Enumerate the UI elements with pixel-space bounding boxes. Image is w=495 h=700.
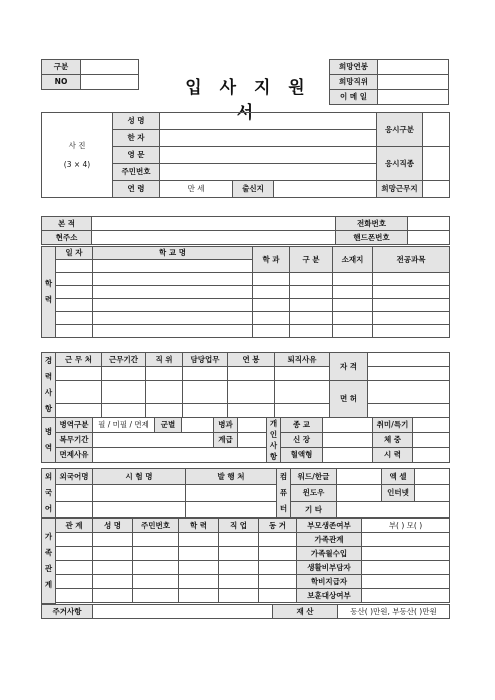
phone-field[interactable]	[408, 217, 450, 231]
edu-date-sub	[56, 260, 93, 273]
career-salary-header: 연 봉	[228, 353, 275, 367]
military-branch-label: 군별	[155, 418, 182, 433]
family-living-header: 동 거	[259, 519, 297, 533]
military-arm-field[interactable]	[238, 418, 267, 433]
career-cell[interactable]	[102, 367, 146, 381]
parents-alive-field[interactable]: 부( ) 모( )	[362, 519, 450, 533]
career-period-header: 근무기간	[102, 353, 146, 367]
family-cell[interactable]	[56, 575, 93, 589]
header-left-table	[41, 59, 139, 90]
residence-label: 주거사항	[42, 605, 93, 619]
desired-position-label: 희망직위	[330, 75, 378, 90]
veteran-label: 보훈대상여부	[297, 589, 362, 603]
english-name-field[interactable]	[160, 147, 377, 164]
photo-size: (3 × 4)	[63, 160, 91, 169]
edu-cell[interactable]	[253, 312, 290, 325]
language-cell[interactable]	[186, 485, 277, 501]
photo-box[interactable]	[42, 113, 113, 198]
military-side-label: 병 역	[42, 418, 56, 463]
birthplace-field[interactable]	[274, 181, 377, 198]
military-rank-label: 계급	[214, 433, 238, 448]
computer-side-label: 컴 퓨 터	[277, 469, 291, 518]
edu-cell[interactable]	[290, 325, 333, 338]
mobile-field[interactable]	[408, 231, 450, 245]
language-exam-header: 시 험 명	[93, 469, 186, 485]
edu-cell[interactable]	[93, 299, 253, 312]
career-cell[interactable]	[228, 381, 275, 404]
career-cell[interactable]	[56, 367, 102, 381]
military-branch-field[interactable]	[182, 418, 214, 433]
family-cell[interactable]	[219, 547, 259, 561]
desired-position-field[interactable]	[378, 75, 449, 90]
family-cell[interactable]	[179, 589, 219, 603]
hanja-label: 한 자	[113, 130, 160, 147]
career-cell[interactable]	[183, 381, 228, 404]
weight-field[interactable]	[413, 433, 450, 448]
family-cell[interactable]	[133, 589, 179, 603]
language-cell[interactable]	[93, 485, 186, 501]
career-cell[interactable]	[102, 404, 146, 418]
exemption-field[interactable]	[93, 448, 267, 463]
apply-category-label: 응시구분	[377, 113, 423, 147]
other-label: 기 타	[291, 501, 337, 517]
windows-field[interactable]	[337, 485, 382, 501]
qualification-field[interactable]	[368, 367, 450, 381]
edu-cell[interactable]	[333, 312, 373, 325]
age-field[interactable]: 만 세	[160, 181, 233, 198]
family-cell[interactable]	[259, 547, 297, 561]
word-field[interactable]	[337, 469, 382, 485]
edu-cell[interactable]	[56, 273, 93, 286]
blood-field[interactable]	[323, 448, 373, 463]
family-cell[interactable]	[133, 561, 179, 575]
military-type-options[interactable]: 필 / 미필 / 면제	[93, 418, 155, 433]
personal-info-table	[41, 112, 450, 198]
hanja-field[interactable]	[160, 130, 377, 147]
desired-salary-field[interactable]	[378, 60, 449, 75]
qualification-label: 자 격	[330, 353, 368, 381]
career-side-label: 경 력 사 항	[42, 353, 56, 418]
family-cell[interactable]	[259, 589, 297, 603]
vision-label: 시 력	[373, 448, 413, 463]
license-field[interactable]	[368, 404, 450, 418]
military-period-field[interactable]	[93, 433, 214, 448]
edu-cell[interactable]	[373, 325, 450, 338]
email-label: 이 메 일	[330, 90, 378, 105]
edu-cell[interactable]	[373, 299, 450, 312]
edu-cell[interactable]	[373, 312, 450, 325]
header-right-table	[329, 59, 449, 105]
weight-label: 체 중	[373, 433, 413, 448]
family-relation-field[interactable]	[362, 533, 450, 547]
edu-cell[interactable]	[253, 273, 290, 286]
education-table	[41, 246, 450, 338]
word-label: 워드/한글	[291, 469, 337, 485]
license-field[interactable]	[368, 381, 450, 404]
career-cell[interactable]	[56, 404, 102, 418]
vision-field[interactable]	[413, 448, 450, 463]
qualification-field[interactable]	[368, 353, 450, 367]
edu-cell[interactable]	[93, 325, 253, 338]
career-cell[interactable]	[146, 381, 183, 404]
edu-cell[interactable]	[290, 299, 333, 312]
mobile-label: 핸드폰번호	[336, 231, 408, 245]
language-side-label: 외 국 어	[42, 469, 56, 518]
family-cell[interactable]	[259, 575, 297, 589]
resident-no-field[interactable]	[160, 164, 377, 181]
edu-cell[interactable]	[253, 325, 290, 338]
current-address-field[interactable]	[92, 231, 336, 245]
career-table	[41, 352, 450, 418]
edu-location-header: 소재지	[333, 247, 373, 273]
apply-job-label: 응시직종	[377, 147, 423, 181]
exemption-label: 면제사유	[56, 448, 93, 463]
family-relation-header: 관 계	[56, 519, 93, 533]
edu-cell[interactable]	[93, 286, 253, 299]
edu-cell[interactable]	[333, 273, 373, 286]
dependents-label: 생활비부담자	[297, 561, 362, 575]
military-period-label: 복무기간	[56, 433, 93, 448]
edu-school-header: 학 교 명	[93, 247, 253, 260]
birthplace-label: 출신지	[233, 181, 274, 198]
religion-label: 종 교	[281, 418, 323, 433]
career-cell[interactable]	[275, 367, 330, 381]
career-duty-header: 담당업무	[183, 353, 228, 367]
edu-cell[interactable]	[253, 299, 290, 312]
family-income-field[interactable]	[362, 547, 450, 561]
religion-field[interactable]	[323, 418, 373, 433]
edu-cell[interactable]	[93, 312, 253, 325]
family-table	[41, 518, 450, 604]
family-cell[interactable]	[219, 533, 259, 547]
veteran-field[interactable]	[362, 589, 450, 603]
phone-label: 전화번호	[336, 217, 408, 231]
edu-cell[interactable]	[56, 286, 93, 299]
hobby-field[interactable]	[413, 418, 450, 433]
family-cell[interactable]	[133, 547, 179, 561]
family-cell[interactable]	[93, 533, 133, 547]
desired-location-label: 희망근무지	[377, 181, 423, 198]
family-cell[interactable]	[56, 561, 93, 575]
domicile-field[interactable]	[92, 217, 336, 231]
no-field[interactable]	[81, 75, 139, 90]
career-position-header: 직 위	[146, 353, 183, 367]
height-field[interactable]	[323, 433, 373, 448]
language-table	[41, 468, 450, 518]
language-name-header: 외국어명	[56, 469, 93, 485]
family-cell[interactable]	[179, 561, 219, 575]
family-cell[interactable]	[93, 575, 133, 589]
education-side-label: 학 력	[42, 247, 56, 338]
category-label: 구분	[42, 60, 81, 75]
resident-no-label: 주민번호	[113, 164, 160, 181]
height-label: 신 장	[281, 433, 323, 448]
edu-cell[interactable]	[290, 273, 333, 286]
hobby-label: 취미/특기	[373, 418, 413, 433]
career-cell[interactable]	[183, 367, 228, 381]
edu-cell[interactable]	[93, 273, 253, 286]
family-side-label: 가 족 관 계	[42, 519, 56, 604]
language-cell[interactable]	[56, 501, 93, 517]
family-cell[interactable]	[56, 533, 93, 547]
career-cell[interactable]	[228, 367, 275, 381]
family-cell[interactable]	[93, 547, 133, 561]
family-relation-label: 가족관계	[297, 533, 362, 547]
military-table	[41, 417, 450, 463]
parents-alive-label: 부모생존여부	[297, 519, 362, 533]
family-cell[interactable]	[93, 589, 133, 603]
language-cell[interactable]	[186, 501, 277, 517]
career-cell[interactable]	[275, 381, 330, 404]
edu-cell[interactable]	[56, 325, 93, 338]
page-title: 입 사 지 원 서	[185, 78, 311, 123]
footer-table	[41, 604, 450, 619]
tuition-label: 학비지급자	[297, 575, 362, 589]
desired-salary-label: 희망연봉	[330, 60, 378, 75]
family-cell[interactable]	[219, 561, 259, 575]
edu-major-header: 학 과	[253, 247, 290, 273]
edu-cell[interactable]	[56, 299, 93, 312]
edu-cell[interactable]	[333, 325, 373, 338]
language-cell[interactable]	[56, 485, 93, 501]
career-cell[interactable]	[146, 404, 183, 418]
license-label: 면 허	[330, 381, 368, 418]
family-cell[interactable]	[259, 561, 297, 575]
family-cell[interactable]	[219, 575, 259, 589]
family-income-label: 가족월수입	[297, 547, 362, 561]
dependents-field[interactable]	[362, 561, 450, 575]
edu-cell[interactable]	[56, 312, 93, 325]
apply-category-field[interactable]	[423, 113, 450, 147]
edu-category-header: 구 분	[290, 247, 333, 273]
category-field[interactable]	[81, 60, 139, 75]
family-cell[interactable]	[179, 575, 219, 589]
family-cell[interactable]	[56, 547, 93, 561]
family-education-header: 학 력	[179, 519, 219, 533]
edu-cell[interactable]	[290, 286, 333, 299]
career-reason-header: 퇴직사유	[275, 353, 330, 367]
edu-cell[interactable]	[333, 286, 373, 299]
language-cell[interactable]	[93, 501, 186, 517]
edu-cell[interactable]	[253, 286, 290, 299]
edu-cell[interactable]	[373, 273, 450, 286]
edu-school-sub	[93, 260, 253, 273]
address-table	[41, 216, 450, 245]
family-cell[interactable]	[133, 575, 179, 589]
english-name-label: 영 문	[113, 147, 160, 164]
tuition-field[interactable]	[362, 575, 450, 589]
family-name-header: 성 명	[93, 519, 133, 533]
family-resident-header: 주민번호	[133, 519, 179, 533]
name-label: 성 명	[113, 113, 160, 130]
career-cell[interactable]	[146, 367, 183, 381]
language-issuer-header: 발 행 처	[186, 469, 277, 485]
edu-date-header: 일 자	[56, 247, 93, 260]
military-arm-label: 병과	[214, 418, 238, 433]
family-cell[interactable]	[179, 533, 219, 547]
military-rank-field[interactable]	[238, 433, 267, 448]
assets-label: 재 산	[273, 605, 338, 619]
email-field[interactable]	[378, 90, 449, 105]
internet-label: 인터넷	[382, 485, 415, 501]
career-cell[interactable]	[183, 404, 228, 418]
career-cell[interactable]	[102, 381, 146, 404]
family-cell[interactable]	[179, 547, 219, 561]
personal-matters-side-label: 개 인 사 항	[267, 418, 281, 463]
family-cell[interactable]	[259, 533, 297, 547]
career-cell[interactable]	[275, 404, 330, 418]
excel-field[interactable]	[415, 469, 450, 485]
assets-field[interactable]: 동산( )만원, 부동산( )만원	[338, 605, 450, 619]
family-cell[interactable]	[219, 589, 259, 603]
blood-label: 혈액형	[281, 448, 323, 463]
internet-field[interactable]	[415, 485, 450, 501]
career-cell[interactable]	[56, 381, 102, 404]
edu-cell[interactable]	[373, 286, 450, 299]
excel-label: 엑 셀	[382, 469, 415, 485]
photo-label: 사 진	[68, 140, 86, 150]
edu-cell[interactable]	[333, 299, 373, 312]
other-field[interactable]	[337, 501, 450, 517]
edu-cell[interactable]	[290, 312, 333, 325]
family-cell[interactable]	[93, 561, 133, 575]
name-field[interactable]	[160, 113, 377, 130]
career-cell[interactable]	[228, 404, 275, 418]
age-label: 연 령	[113, 181, 160, 198]
windows-label: 윈도우	[291, 485, 337, 501]
apply-job-field[interactable]	[423, 147, 450, 181]
residence-field[interactable]	[93, 605, 273, 619]
no-label: NO	[42, 75, 81, 90]
career-company-header: 근 무 처	[56, 353, 102, 367]
family-job-header: 직 업	[219, 519, 259, 533]
current-address-label: 현주소	[42, 231, 92, 245]
family-cell[interactable]	[56, 589, 93, 603]
military-type-label: 병역구분	[56, 418, 93, 433]
domicile-label: 본 적	[42, 217, 92, 231]
edu-specialty-header: 전공과목	[373, 247, 450, 273]
desired-location-field[interactable]	[423, 181, 450, 198]
family-cell[interactable]	[133, 533, 179, 547]
